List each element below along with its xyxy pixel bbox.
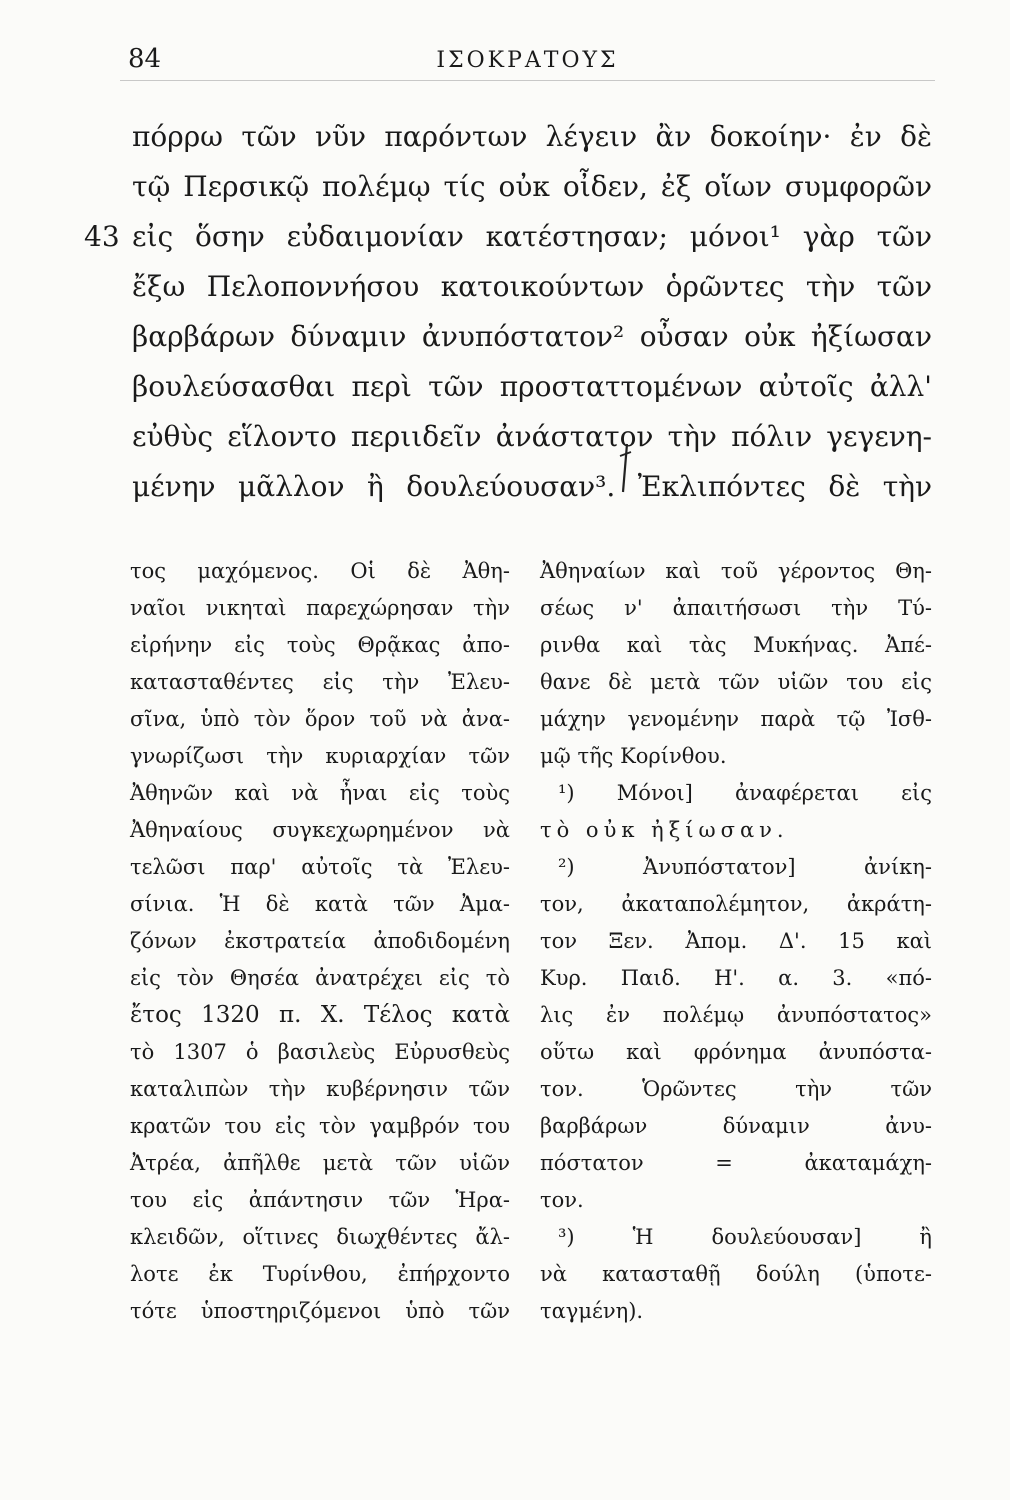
note-line: Κυρ. Παιδ. Η'. α. 3. «πό-: [540, 966, 932, 990]
note-line: τελῶσι παρ' αὐτοῖς τὰ Ἐλευ-: [130, 855, 510, 879]
note-line: Ἀτρέα, ἀπῆλθε μετὰ τῶν υἱῶν: [130, 1151, 510, 1175]
note-line: τον, ἀκαταπολέμητον, ἀκράτη-: [540, 892, 932, 916]
note-line: τον.: [540, 1188, 584, 1212]
main-text-line: πόρρω τῶν νῦν παρόντων λέγειν ἂν δοκοίην· ἐν δὲ: [132, 120, 932, 153]
note-line: Ἀθηναίων καὶ τοῦ γέροντος Θη-: [540, 559, 932, 583]
footnote-1: ¹) Μόνοι] ἀναφέρεται εἰς: [558, 781, 932, 805]
page-number: 84: [128, 44, 162, 74]
note-line: γνωρίζωσι τὴν κυριαρχίαν τῶν: [130, 744, 510, 768]
note-line: ρινθα καὶ τὰς Μυκήνας. Ἀπέ-: [540, 633, 932, 657]
footnote-3: ³) Ἡ δουλεύουσαν] ἢ: [558, 1225, 932, 1249]
footnote-2: ²) Ἀνυπόστατον] ἀνίκη-: [558, 855, 932, 879]
note-line: τος μαχόμενος. Οἱ δὲ Ἀθη-: [130, 559, 510, 583]
note-line: οὕτω καὶ φρόνημα ἀνυπόστα-: [540, 1040, 932, 1064]
note-line: τον Ξεν. Ἀπομ. Δ'. 15 καὶ: [540, 929, 932, 953]
section-number: 43: [84, 220, 120, 253]
note-line: τότε ὑποστηριζόμενοι ὑπὸ τῶν: [130, 1299, 510, 1323]
notes-right-column: [540, 553, 932, 1330]
note-line: τὸ οὐκ ἠξίωσαν.: [540, 818, 789, 842]
note-line: ζόνων ἐκστρατεία ἀποδιδομένη: [130, 929, 510, 953]
note-line: εἰρήνην εἰς τοὺς Θρᾷκας ἀπο-: [130, 633, 510, 657]
note-line: σίνια. Ἡ δὲ κατὰ τῶν Ἀμα-: [130, 892, 510, 916]
note-line: ἔτος 1320 π. Χ. Τέλος κατὰ: [130, 1002, 510, 1028]
running-head: ΙΣΟΚΡΑΤΟΥΣ: [436, 48, 619, 73]
note-line: τὸ 1307 ὁ βασιλεὺς Εὐρυσθεὺς: [130, 1040, 510, 1064]
note-line: μάχην γενομένην παρὰ τῷ Ἰσθ-: [540, 707, 932, 731]
note-line: τον. Ὁρῶντες τὴν τῶν: [540, 1077, 932, 1101]
notes-left-column: [130, 553, 510, 1330]
note-line: θανε δὲ μετὰ τῶν υἱῶν του εἰς: [540, 670, 932, 694]
main-text-line: βαρβάρων δύναμιν ἀνυπόστατον² οὖσαν οὐκ ἠξίωσαν: [132, 320, 932, 353]
note-line: ναῖοι νικηταὶ παρεχώρησαν τὴν: [130, 596, 510, 620]
note-line: κρατῶν του εἰς τὸν γαμβρόν του: [130, 1114, 510, 1138]
note-line: καταλιπὼν τὴν κυβέρνησιν τῶν: [130, 1077, 510, 1101]
note-line: βαρβάρων δύναμιν ἀνυ-: [540, 1114, 932, 1138]
note-line: εἰς τὸν Θησέα ἀνατρέχει εἰς τὸ: [130, 966, 510, 990]
page-header: [120, 40, 935, 81]
note-line: του εἰς ἀπάντησιν τῶν Ἡρα-: [130, 1188, 510, 1212]
main-text-line: εὐθὺς εἵλοντο περιιδεῖν ἀνάστατον τὴν πόλιν γεγενη-: [132, 420, 932, 453]
main-text-line: τῷ Περσικῷ πολέμῳ τίς οὐκ οἶδεν, ἐξ οἵων συμφορῶν: [132, 170, 932, 203]
note-line: λοτε ἐκ Τυρίνθου, ἐπήρχοντο: [130, 1262, 510, 1286]
note-line: κατασταθέντες εἰς τὴν Ἐλευ-: [130, 670, 510, 694]
main-text: [84, 112, 932, 512]
note-line: σῖνα, ὑπὸ τὸν ὅρον τοῦ νὰ ἀνα-: [130, 707, 510, 731]
note-line: μῷ τῆς Κορίνθου.: [540, 744, 727, 768]
note-line: ταγμένη).: [540, 1299, 644, 1323]
main-text-line-numbered: [84, 212, 932, 262]
note-line: κλειδῶν, οἵτινες διωχθέντες ἄλ-: [130, 1225, 510, 1249]
main-text-line: ἔξω Πελοποννήσου κατοικούντων ὁρῶντες τὴν τῶν: [132, 270, 932, 303]
note-line: νὰ κατασταθῇ δούλη (ὑποτε-: [540, 1262, 932, 1286]
handwritten-mark: [617, 442, 633, 494]
note-line: σέως ν' ἀπαιτήσωσι τὴν Τύ-: [540, 596, 932, 620]
note-line: πόστατον = ἀκαταμάχη-: [540, 1151, 932, 1175]
main-text-line: εἰς ὅσην εὐδαιμονίαν κατέστησαν; μόνοι¹ γὰρ τῶν: [132, 220, 932, 253]
note-line: Ἀθηναίους συγκεχωρημένον νὰ: [130, 818, 510, 842]
main-text-line: βουλεύσασθαι περὶ τῶν προσταττομένων αὐτοῖς ἀλλ': [132, 370, 932, 403]
note-line: λις ἐν πολέμῳ ἀνυπόστατος»: [540, 1003, 932, 1027]
main-text-line: μένην μᾶλλον ἢ δουλεύουσαν³. Ἐκλιπόντες δὲ τὴν: [132, 470, 932, 503]
note-line: Ἀθηνῶν καὶ νὰ ἦναι εἰς τοὺς: [130, 781, 510, 805]
